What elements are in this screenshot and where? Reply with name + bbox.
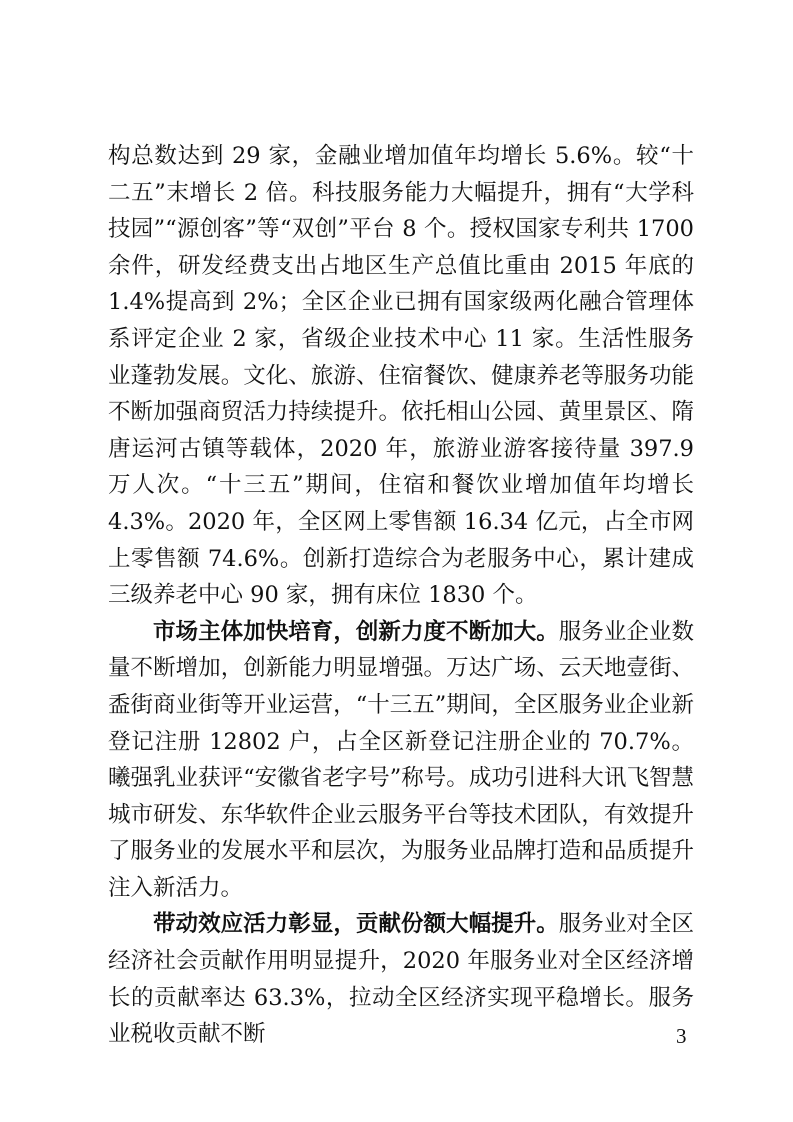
paragraph-2: [108, 614, 694, 907]
paragraph-3-text: 服务业对全区经济社会贡献作用明显提升，2020 年服务业对全区经济增长的贡献率达 63.3%，拉动全区经济实现平稳增长。服务业税收贡献不断: [108, 911, 694, 1048]
paragraph-1-text: 构总数达到 29 家，金融业增加值年均增长 5.6%。较“十二五”末增长 2 倍。科技服务能力大幅提升，拥有“大学科技园”“源创客”等“双创”平台 8 个。授权国家专利共 1700 余件，研发经费支出占地区生产总值比重由 2015 年底的 1.4%提高到 2%；全区企业已拥有国家级两化融合管理体系评定企业 2 家，省级企业技术中心 11 家。生活性服务业蓬勃发展。文化、旅游、住宿餐饮、健康养老等服务功能不断加强商贸活力持续提升。依托相山公园、黄里景区、隋唐运河古镇等载体，2020 年，旅游业游客接待量 397.9 万人次。“十三五”期间，住宿和餐饮业增加值年均增长 4.3%。2020 年，全区网上零售额 16.34 亿元，占全市网上零售额 74.6%。创新打造综合为老服务中心，累计建成三级养老中心 90 家，拥有床位 1830 个。: [108, 143, 694, 609]
paragraph-3: [108, 906, 694, 1052]
page-number: 3: [676, 1024, 687, 1048]
paragraph-1: [108, 138, 694, 614]
paragraph-2-text: 服务业企业数量不断增加，创新能力明显增强。万达广场、云天地壹街、盉街商业街等开业运营，“十三五”期间，全区服务业企业新登记注册 12802 户，占全区新登记注册企业的 70.7%。曦强乳业获评“安徽省老字号”称号。成功引进科大讯飞智慧城市研发、东华软件企业云服务平台等技术团队，有效提升了服务业的发展水平和层次，为服务业品牌打造和品质提升注入新活力。: [108, 618, 694, 901]
body-text: [108, 138, 694, 1053]
paragraph-2-lead: 市场主体加快培育，创新力度不断加大。: [153, 618, 559, 645]
paragraph-3-lead: 带动效应活力彰显，贡献份额大幅提升。: [153, 911, 559, 938]
